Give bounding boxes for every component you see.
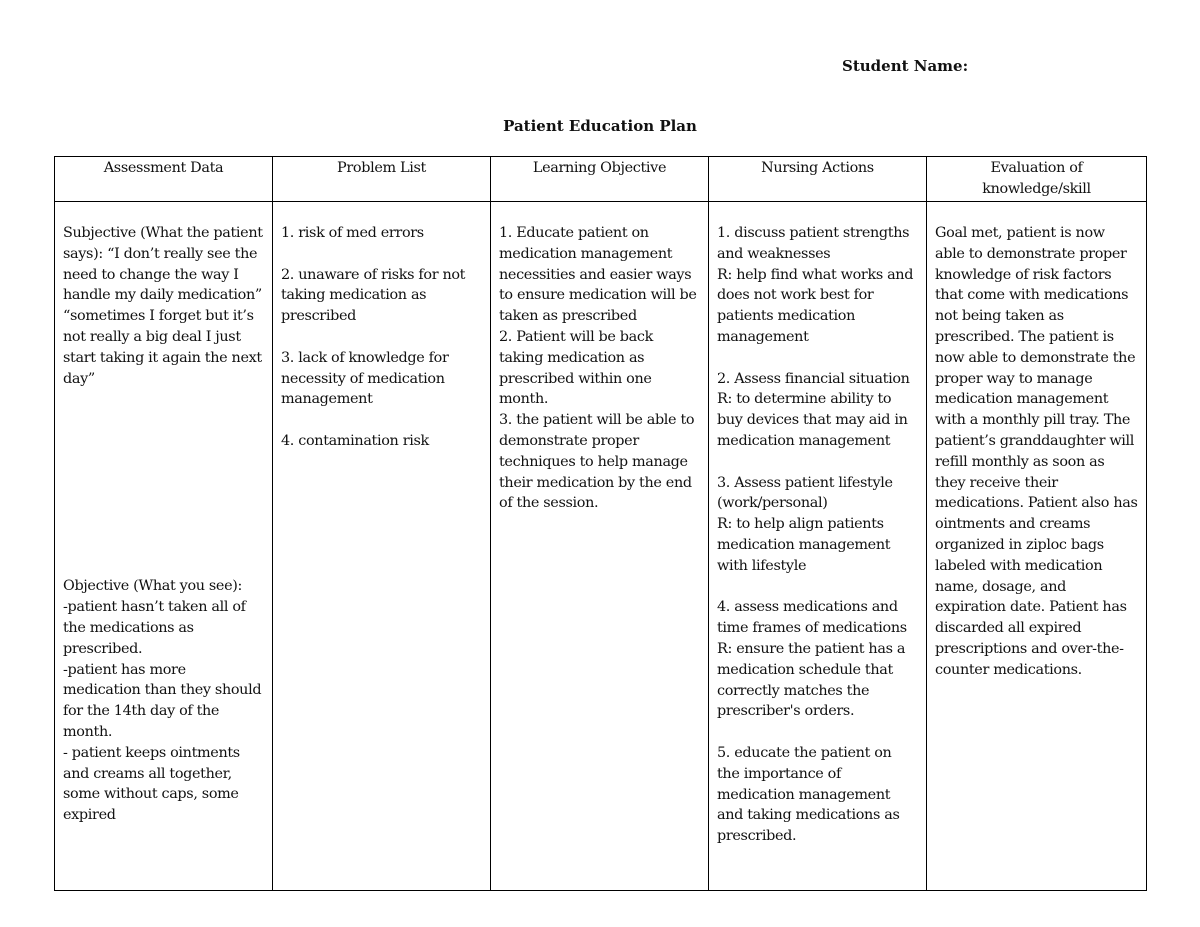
learning-objective-cell bbox=[491, 202, 709, 891]
column-header-problem-list: Problem List bbox=[273, 157, 491, 202]
column-header-assessment: Assessment Data bbox=[55, 157, 273, 202]
learning-objective-text: 1. Educate patient on medication management necessities and easier ways to ensure medication will be taken as prescribed 2. Patient will be back taking medication as prescribed within one month. 3. the patient will be able to demonstrate proper techniques to help manage their medication by the end of the session. bbox=[499, 225, 697, 512]
student-name-label: Student Name: bbox=[842, 57, 969, 75]
nursing-actions-text: 1. discuss patient strengths and weaknesses R: help find what works and does not work best for patients medication management 2. Assess financial situation R: to determine ability to buy devices that may aid in medication management 3. Assess patient lifestyle (work/personal) R: to help align patients medication management with lifestyle 4. assess medications and time frames of medications R: ensure the patient has a medication schedule that correctly matches the prescriber's orders. 5. educate the patient on the importance of medication management and taking medications as prescribed. bbox=[717, 225, 914, 845]
evaluation-cell bbox=[927, 202, 1147, 891]
page-title: Patient Education Plan bbox=[503, 117, 697, 135]
table-row bbox=[55, 202, 1147, 891]
column-header-learning-objective: Learning Objective bbox=[491, 157, 709, 202]
problem-list-text: 1. risk of med errors 2. unaware of risks for not taking medication as prescribed 3. lack of knowledge for necessity of medication management 4. contamination risk bbox=[281, 225, 466, 449]
assessment-spacer bbox=[63, 389, 264, 576]
evaluation-text: Goal met, patient is now able to demonstrate proper knowledge of risk factors that come with medications not being taken as prescribed. The patient is now able to demonstrate the proper way to manage medication management with a monthly pill tray. The patient’s granddaughter will refill monthly as soon as they receive their medications. Patient also has ointments and creams organized in ziploc bags labeled with medication name, dosage, and expiration date. Patient has discarded all expired prescriptions and over-the-counter medications. bbox=[935, 225, 1138, 678]
assessment-data-cell bbox=[55, 202, 273, 891]
nursing-actions-cell bbox=[709, 202, 927, 891]
education-plan-table bbox=[54, 156, 1147, 891]
objective-assessment-text: Objective (What you see): -patient hasn’t taken all of the medications as prescribed. -patient has more medication than they should for the 14th day of the month. - patient keeps ointments and creams all together, some without caps, some expired bbox=[63, 578, 262, 824]
subjective-assessment-text: Subjective (What the patient says): “I don’t really see the need to change the way I handle my daily medication” “sometimes I forget but it’s not really a big deal I just start taking it again the next day” bbox=[63, 225, 263, 387]
table-header-row bbox=[55, 157, 1147, 202]
column-header-nursing-actions: Nursing Actions bbox=[709, 157, 927, 202]
problem-list-cell bbox=[273, 202, 491, 891]
column-header-evaluation: Evaluation of knowledge/skill bbox=[927, 157, 1147, 202]
